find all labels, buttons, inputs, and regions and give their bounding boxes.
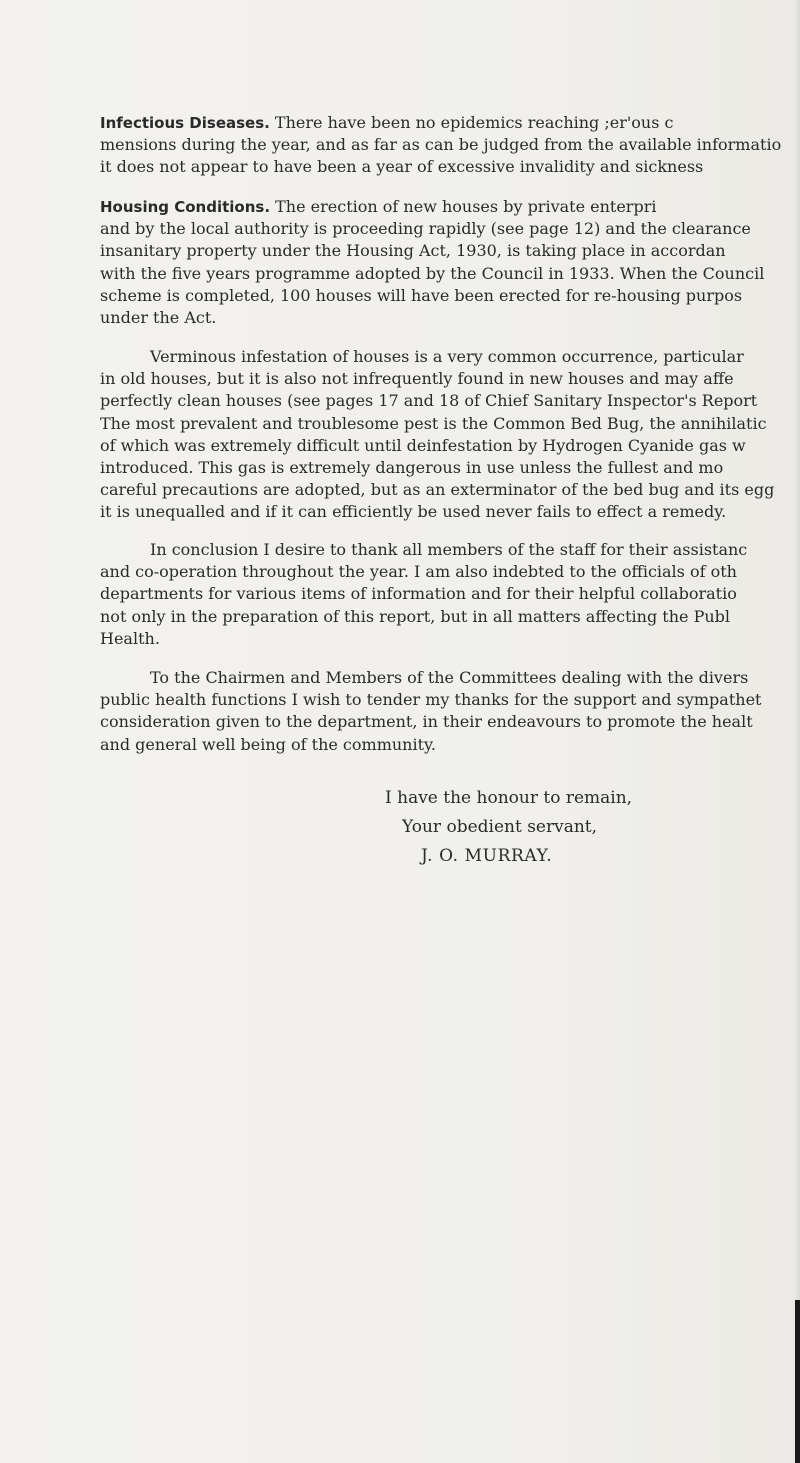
paragraph-line: [100, 112, 800, 134]
paragraph-infectious-diseases: [100, 112, 800, 179]
paragraph-line: To the Chairmen and Members of the Committees dealing with the divers: [150, 668, 749, 687]
section-heading: Infectious Diseases.: [100, 114, 270, 132]
section-heading: Housing Conditions.: [100, 198, 271, 216]
closing-line: I have the honour to remain,: [385, 788, 633, 808]
paragraph-line: Health.: [100, 628, 160, 648]
paragraph-line: with the five years programme adopted by the Council in 1933. When the Council: [100, 263, 765, 283]
paragraph-verminous-infestation: [100, 346, 800, 524]
paragraph-line: not only in the preparation of this report, but in all matters affecting the Publ: [100, 606, 731, 626]
paragraph-line: In conclusion I desire to thank all members of the staff for their assistanc: [150, 540, 748, 559]
paragraph-housing-conditions: [100, 196, 800, 329]
scan-edge-mark: [795, 1300, 800, 1463]
line-text: There have been no epidemics reaching ;er'ous c: [269, 113, 674, 132]
paragraph-line: insanitary property under the Housing Act, 1930, is taking place in accordan: [100, 241, 726, 261]
paragraph-chairmen-thanks: [100, 667, 800, 756]
paragraph-line: consideration given to the department, in their endeavours to promote the healt: [100, 712, 753, 732]
paragraph-line: public health functions I wish to tender my thanks for the support and sympathet: [100, 690, 762, 710]
signatory-name: J. O. MURRAY.: [421, 846, 553, 866]
salutation-line: Your obedient servant,: [402, 817, 598, 837]
paragraph-line: departments for various items of information and for their helpful collaboratio: [100, 584, 737, 604]
paragraph-line: The most prevalent and troublesome pest is the Common Bed Bug, the annihilatic: [100, 413, 767, 433]
line-text: The erection of new houses by private enterpri: [270, 197, 657, 216]
paragraph-line: and general well being of the community.: [100, 734, 437, 754]
paragraph-line: it is unequalled and if it can efficiently be used never fails to effect a remedy.: [100, 502, 727, 522]
signature-block: [385, 784, 800, 871]
paragraph-line: of which was extremely difficult until deinfestation by Hydrogen Cyanide gas w: [100, 435, 746, 455]
paragraph-line: and by the local authority is proceeding rapidly (see page 12) and the clearance: [100, 219, 751, 239]
paragraph-line: careful precautions are adopted, but as an exterminator of the bed bug and its egg: [100, 480, 775, 500]
paragraph-line: mensions during the year, and as far as can be judged from the available informatio: [100, 135, 782, 155]
paragraph-line: and co-operation throughout the year. I am also indebted to the officials of oth: [100, 562, 737, 582]
paragraph-line: in old houses, but it is also not infrequently found in new houses and may affe: [100, 369, 734, 389]
paragraph-line: Verminous infestation of houses is a very common occurrence, particular: [150, 347, 744, 366]
paragraph-conclusion: [100, 539, 800, 650]
paragraph-line: perfectly clean houses (see pages 17 and 18 of Chief Sanitary Inspector's Report: [100, 391, 758, 411]
paragraph-line: [100, 196, 800, 218]
paragraph-line: it does not appear to have been a year of excessive invalidity and sickness: [100, 157, 704, 177]
paragraph-line: under the Act.: [100, 307, 217, 327]
paragraph-line: scheme is completed, 100 houses will have been erected for re-housing purpos: [100, 285, 743, 305]
paragraph-line: introduced. This gas is extremely dangerous in use unless the fullest and mo: [100, 457, 724, 477]
